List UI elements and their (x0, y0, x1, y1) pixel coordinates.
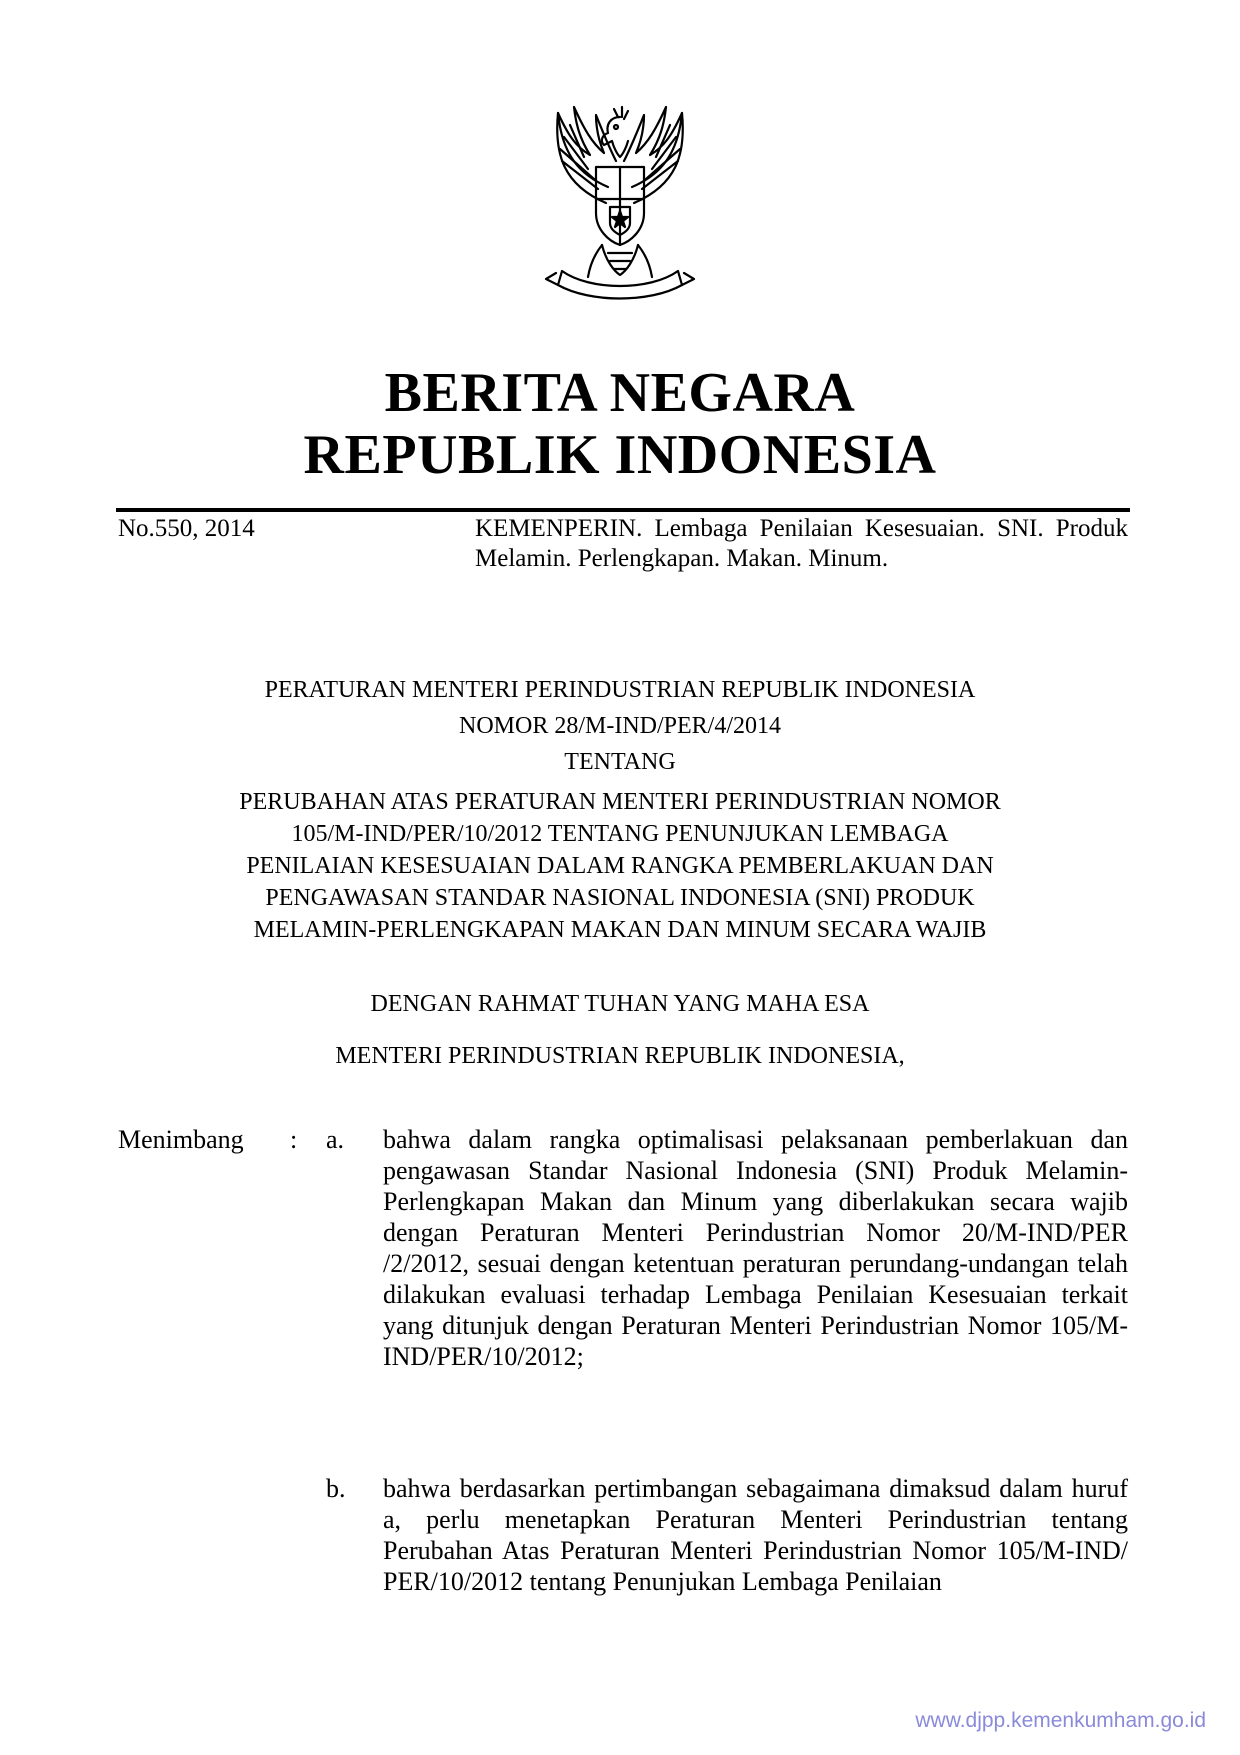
regulation-about: TENTANG (564, 749, 676, 775)
issue-subject: KEMENPERIN. Lembaga Penilaian Kesesuaian. SNI. Produk Melamin. Perlengkapan. Makan. Minum. (475, 515, 1128, 572)
considering-item-text: bahwa dalam rangka optimalisasi pelaksanaan pemberlakuan dan pengawasan Standar Nasional Indonesia (SNI) Produk Melamin-Perlengkapan Makan dan Minum yang diberlakukan secara wajib dengan Peraturan Menteri Perindustrian Nomor 20/M-IND/PER /2/2012, sesuai dengan ketentuan peraturan perundang-undangan telah dilakukan evaluasi terhadap Lembaga Penilaian Kesesuaian terkait yang ditunjuk dengan Peraturan Menteri Perindustrian Nomor 105/M-IND/PER/10/2012; (383, 1125, 1128, 1371)
masthead-line-2: REPUBLIK INDONESIA (303, 424, 937, 486)
considering-colon: : (290, 1125, 298, 1154)
regulation-line-1: PERATURAN MENTERI PERINDUSTRIAN REPUBLIK INDONESIA (264, 677, 976, 703)
garuda-emblem-icon (510, 95, 730, 315)
source-watermark: www.djpp.kemenkumham.go.id (915, 1709, 1206, 1732)
regulation-heading (0, 672, 1240, 946)
regulation-title-line: MELAMIN-PERLENGKAPAN MAKAN DAN MINUM SECARA WAJIB (253, 917, 987, 943)
considering-item-letter: b. (326, 1474, 346, 1503)
regulation-title-line: PENILAIAN KESESUAIAN DALAM RANGKA PEMBERLAKUAN DAN (246, 853, 994, 879)
considering-label: Menimbang (118, 1125, 244, 1154)
regulation-title-line: PERUBAHAN ATAS PERATURAN MENTERI PERINDUSTRIAN NOMOR (239, 789, 1001, 815)
considering-item-text: bahwa berdasarkan pertimbangan sebagaimana dimaksud dalam huruf a, perlu menetapkan Peraturan Menteri Perindustrian tentang Perubahan Atas Peraturan Menteri Perindustrian Nomor 105/M-IND/ PER/10/2012 tentang Penunjukan Lembaga Penilaian (383, 1474, 1128, 1596)
blessing-line-2: MENTERI PERINDUSTRIAN REPUBLIK INDONESIA, (335, 1043, 905, 1069)
regulation-title-line: PENGAWASAN STANDAR NASIONAL INDONESIA (SNI) PRODUK (265, 885, 975, 911)
gazette-masthead (0, 362, 1240, 486)
considering-item-letter: a. (326, 1125, 345, 1154)
regulation-number: NOMOR 28/M-IND/PER/4/2014 (458, 713, 782, 739)
masthead-line-1: BERITA NEGARA (384, 362, 856, 424)
regulation-title-line: 105/M-IND/PER/10/2012 TENTANG PENUNJUKAN LEMBAGA (291, 821, 949, 847)
masthead-divider (116, 508, 1130, 512)
blessing-line-1: DENGAN RAHMAT TUHAN YANG MAHA ESA (370, 991, 870, 1017)
blessing-block (0, 978, 1240, 1082)
issue-number: No.550, 2014 (118, 515, 255, 542)
